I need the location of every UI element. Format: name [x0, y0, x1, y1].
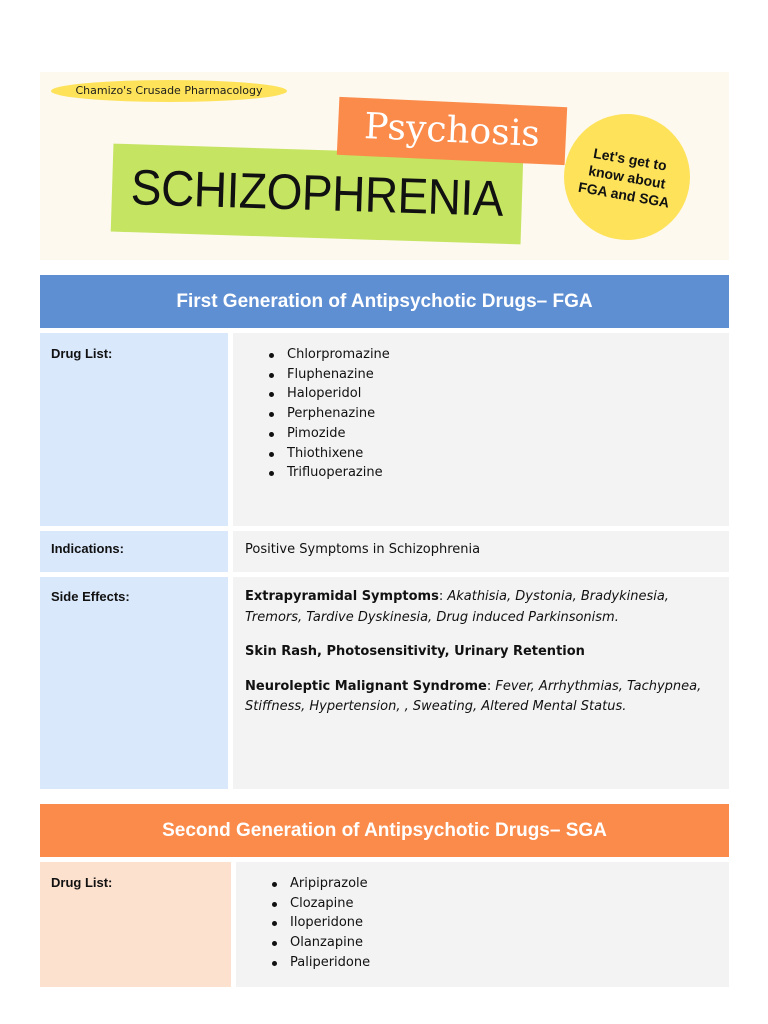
drug-item: Clozapine: [278, 894, 717, 914]
nms-label: Neuroleptic Malignant Syndrome: [245, 678, 487, 694]
drug-item: Haloperidol: [275, 384, 717, 404]
intro-text: Let's get to know about FGA and SGA: [577, 144, 671, 211]
source-tag: Chamizo's Crusade Pharmacology: [51, 80, 287, 102]
other-effects: Skin Rash, Photosensitivity, Urinary Retention: [245, 644, 585, 659]
fga-side-effects-label: Side Effects:: [40, 577, 228, 789]
drug-item: Perphenazine: [275, 404, 717, 424]
fga-drug-list: [245, 345, 717, 483]
eps-label: Extrapyramidal Symptoms: [245, 589, 439, 604]
sga-drug-list-label: Drug List:: [40, 862, 231, 987]
nms-paragraph: Neuroleptic Malignant Syndrome: Fever, Arrhythmias, Tachypnea, Stiffness, Hypertension, , Sweating, Altered Mental Status.: [245, 678, 702, 714]
drug-item: Olanzapine: [278, 933, 717, 953]
drug-item: Paliperidone: [278, 953, 717, 973]
other-effects-paragraph: [245, 642, 717, 663]
fga-indications-label: Indications:: [40, 531, 228, 572]
drug-item: Trifluoperazine: [275, 463, 717, 483]
drug-item: Pimozide: [275, 424, 717, 444]
fga-side-effects-cell: [233, 577, 729, 789]
header-banner: [40, 72, 729, 260]
drug-item: Thiothixene: [275, 444, 717, 464]
sga-drug-list: [248, 874, 717, 973]
page-title: SCHIZOPHRENIA: [130, 159, 504, 227]
nms-text: Fever, Arrhythmias, Tachypnea, Stiffness, Hypertension, , Sweating, Altered Mental Status.: [245, 678, 702, 714]
eps-text: Akathisia, Dystonia, Bradykinesia, Tremors, Tardive Dyskinesia, Drug induced Parkinsonism.: [245, 589, 669, 625]
drug-item: Aripiprazole: [278, 874, 717, 894]
fga-drug-list-cell: [233, 333, 729, 526]
fga-indications-text: Positive Symptoms in Schizophrenia: [245, 542, 481, 557]
fga-section-title: First Generation of Antipsychotic Drugs– FGA: [40, 275, 729, 328]
psychosis-label: Psychosis: [337, 97, 567, 165]
drug-item: Iloperidone: [278, 913, 717, 933]
eps-paragraph: Extrapyramidal Symptoms: Akathisia, Dystonia, Bradykinesia, Tremors, Tardive Dyskinesia, Drug induced Parkinsonism.: [245, 589, 669, 625]
sga-drug-list-cell: [236, 862, 729, 987]
sga-section-title: Second Generation of Antipsychotic Drugs– SGA: [40, 804, 729, 857]
drug-item: Chlorpromazine: [275, 345, 717, 365]
drug-item: Fluphenazine: [275, 365, 717, 385]
fga-indications-cell: [233, 531, 729, 572]
intro-circle: [564, 114, 690, 240]
fga-drug-list-label: Drug List:: [40, 333, 228, 526]
